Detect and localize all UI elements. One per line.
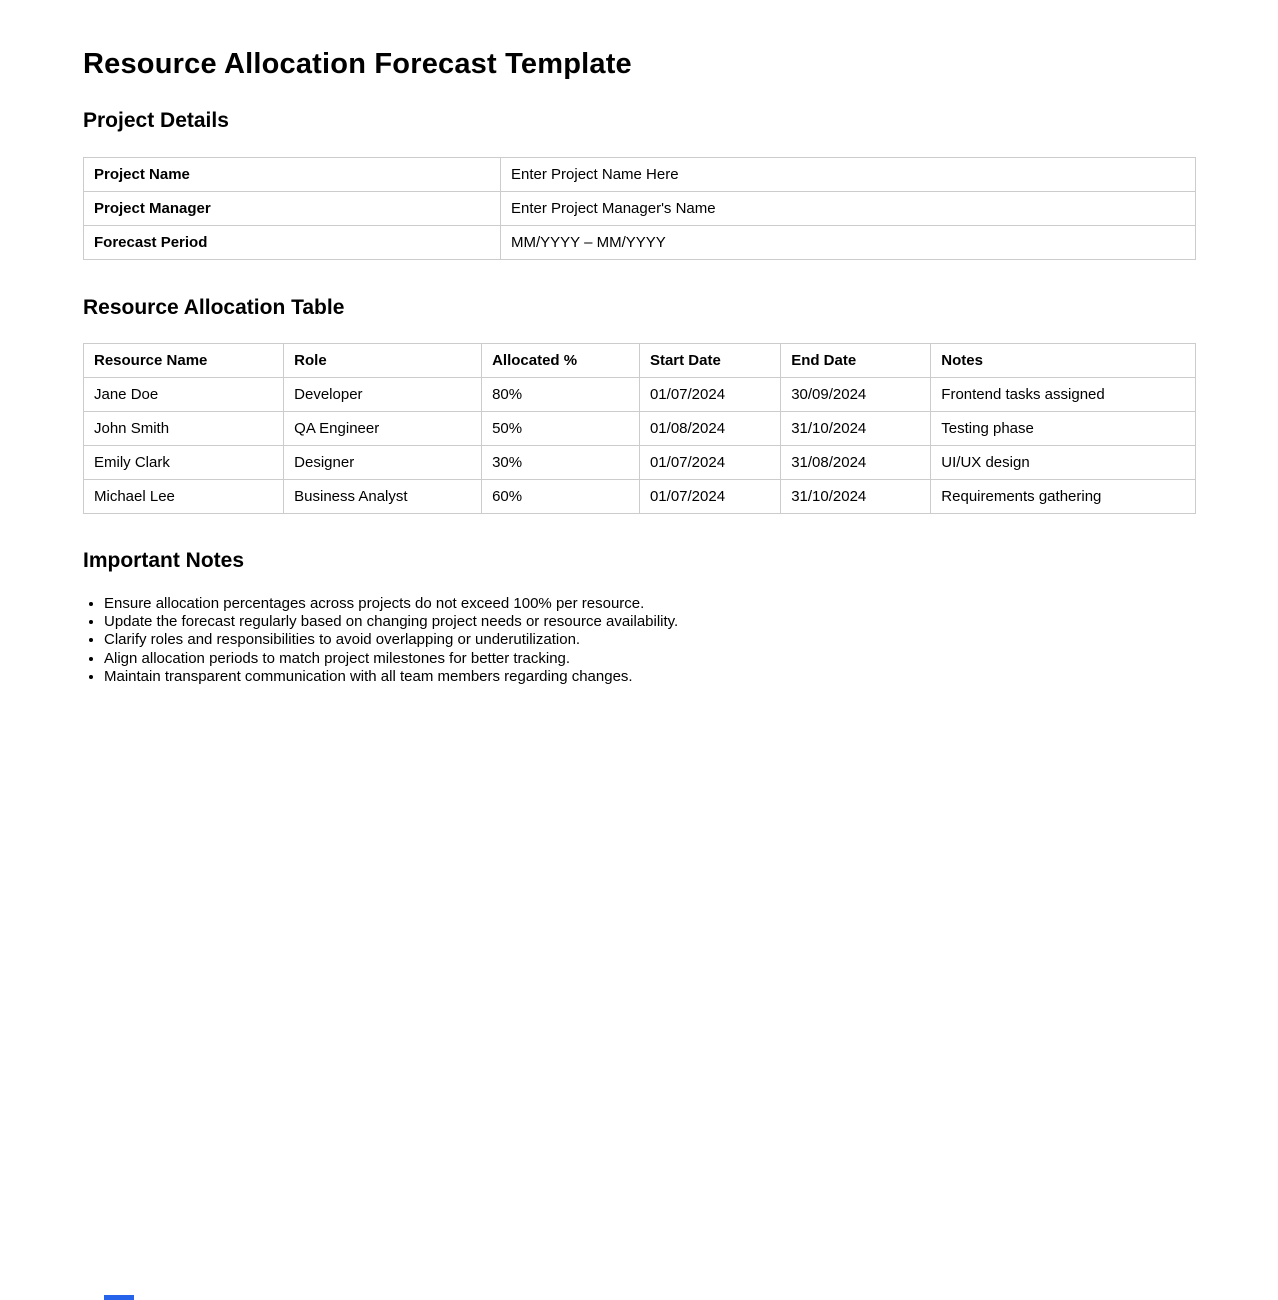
note-item: • Clarify roles and responsibilities to avoid overlapping or underutilization. <box>104 631 1196 649</box>
table-cell: Testing phase <box>931 411 1196 445</box>
spacer <box>83 260 1196 296</box>
table-cell: 30% <box>482 445 640 479</box>
resource-table-header-row <box>84 343 1196 377</box>
table-cell: Requirements gathering <box>931 479 1196 513</box>
table-cell: Michael Lee <box>84 479 284 513</box>
field-value: Enter Project Name Here <box>501 157 1196 191</box>
resource-table-row <box>84 445 1196 479</box>
project-details-heading: Project Details <box>83 109 229 133</box>
project-details-row <box>84 157 1196 191</box>
note-item: • Maintain transparent communication with all team members regarding changes. <box>104 668 1196 686</box>
table-cell: 60% <box>482 479 640 513</box>
table-cell: 01/07/2024 <box>639 445 780 479</box>
table-cell: 01/08/2024 <box>639 411 780 445</box>
column-header: Resource Name <box>84 343 284 377</box>
column-header: Role <box>284 343 482 377</box>
field-label: Forecast Period <box>84 225 501 259</box>
page-title: Resource Allocation Forecast Template <box>83 48 632 80</box>
table-cell: 31/10/2024 <box>781 479 931 513</box>
project-details-row <box>84 191 1196 225</box>
table-cell: Frontend tasks assigned <box>931 377 1196 411</box>
resource-allocation-table-body <box>84 343 1196 513</box>
field-value: MM/YYYY – MM/YYYY <box>501 225 1196 259</box>
table-cell: QA Engineer <box>284 411 482 445</box>
field-label: Project Name <box>84 157 501 191</box>
table-cell: 80% <box>482 377 640 411</box>
project-details-row <box>84 225 1196 259</box>
table-cell: 31/10/2024 <box>781 411 931 445</box>
column-header: Allocated % <box>482 343 640 377</box>
table-cell: Developer <box>284 377 482 411</box>
resource-table-row <box>84 411 1196 445</box>
table-cell: UI/UX design <box>931 445 1196 479</box>
column-header: Notes <box>931 343 1196 377</box>
field-label: Project Manager <box>84 191 501 225</box>
important-notes-heading: Important Notes <box>83 548 245 572</box>
table-cell: 50% <box>482 411 640 445</box>
note-item: • Ensure allocation percentages across projects do not exceed 100% per resource. <box>104 595 1196 613</box>
note-item: • Align allocation periods to match project milestones for better tracking. <box>104 650 1196 668</box>
table-cell: Designer <box>284 445 482 479</box>
table-cell: John Smith <box>84 411 284 445</box>
resource-table-row <box>84 377 1196 411</box>
column-header: End Date <box>781 343 931 377</box>
bottom-edge-partial-blue-bar <box>104 1295 134 1300</box>
resource-allocation-table <box>83 343 1196 514</box>
table-cell: 31/08/2024 <box>781 445 931 479</box>
column-header: Start Date <box>639 343 780 377</box>
table-cell: Business Analyst <box>284 479 482 513</box>
spacer <box>83 514 1196 549</box>
resource-table-row <box>84 479 1196 513</box>
table-cell: Emily Clark <box>84 445 284 479</box>
important-notes-list <box>83 595 1196 686</box>
table-cell: 01/07/2024 <box>639 479 780 513</box>
note-item: • Update the forecast regularly based on changing project needs or resource availability. <box>104 613 1196 631</box>
resource-allocation-heading: Resource Allocation Table <box>83 295 345 319</box>
table-cell: 01/07/2024 <box>639 377 780 411</box>
project-details-table-body <box>84 157 1196 259</box>
table-cell: Jane Doe <box>84 377 284 411</box>
table-cell: 30/09/2024 <box>781 377 931 411</box>
field-value: Enter Project Manager's Name <box>501 191 1196 225</box>
project-details-table <box>83 157 1196 260</box>
